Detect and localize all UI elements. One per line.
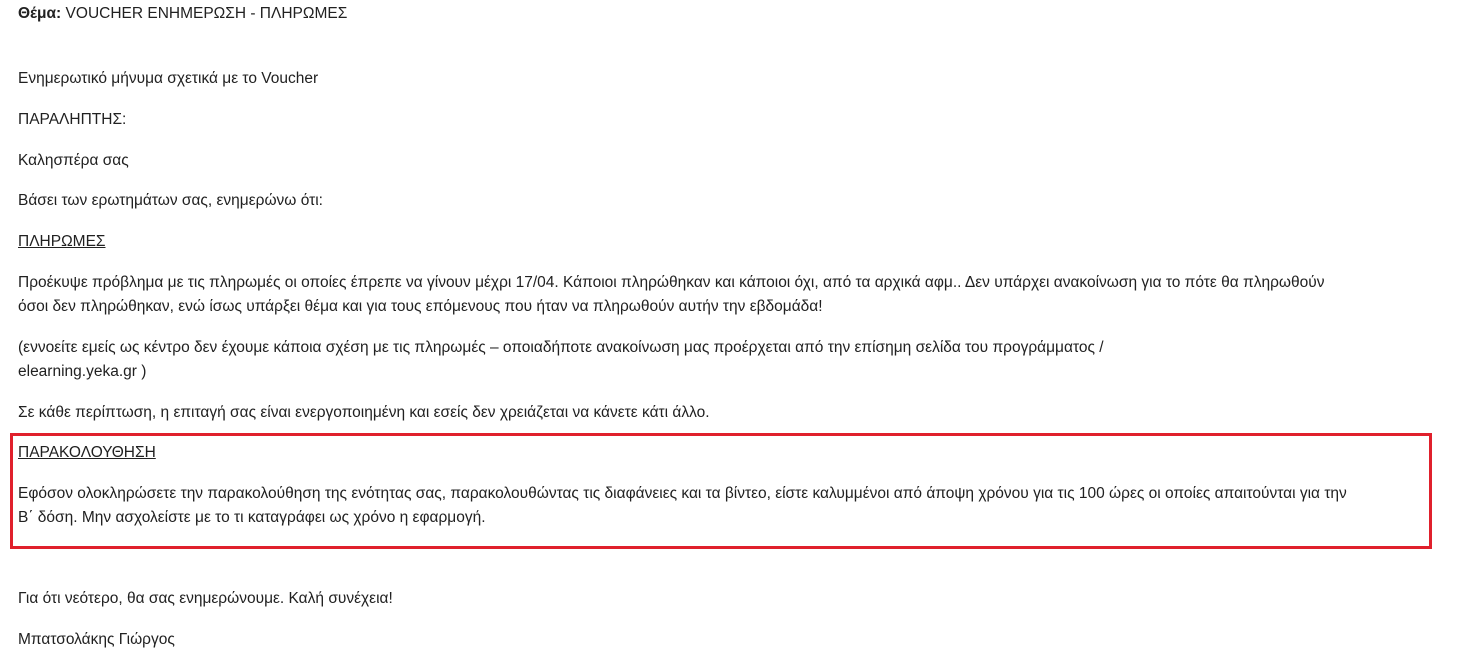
closing-text: Για ότι νεότερο, θα σας ενημερώνουμε. Καλή συνέχεια! bbox=[18, 590, 393, 607]
greeting-text: Καλησπέρα σας bbox=[18, 152, 129, 169]
note-text-line-2: elearning.yeka.gr ) bbox=[18, 363, 147, 380]
attendance-heading: ΠΑΡΑΚΟΛΟΥΘΗΣΗ bbox=[18, 444, 156, 461]
lead-text: Βάσει των ερωτημάτων σας, ενημερώνω ότι: bbox=[18, 192, 323, 209]
signature-name: Μπατσολάκης Γιώργος bbox=[18, 631, 175, 648]
recipient-label: ΠΑΡΑΛΗΠΤΗΣ: bbox=[18, 111, 127, 128]
subject-value: VOUCHER ΕΝΗΜΕΡΩΣΗ - ΠΛΗΡΩΜΕΣ bbox=[65, 5, 348, 22]
assurance-text: Σε κάθε περίπτωση, η επιταγή σας είναι ενεργοποιημένη και εσείς δεν χρειάζεται να κάνετε κάτι άλλο. bbox=[18, 404, 710, 421]
subject-line bbox=[18, 2, 347, 26]
attendance-text-line-2: Β΄ δόση. Μην ασχολείστε με το τι καταγράφει ως χρόνο η εφαρμογή. bbox=[18, 509, 486, 526]
note-text-line-1: (εννοείτε εμείς ως κέντρο δεν έχουμε κάποια σχέση με τις πληρωμές – οποιαδήποτε ανακοίνωση μας προέρχεται από την επίσημη σελίδα του προγράμματος / bbox=[18, 339, 1104, 356]
payments-text-line-1: Προέκυψε πρόβλημα με τις πληρωμές οι οποίες έπρεπε να γίνουν μέχρι 17/04. Κάποιοι πληρώθηκαν και κάποιοι όχι, από τα αρχικά αφμ.. Δεν υπάρχει ανακοίνωση για το πότε θα πληρωθούν bbox=[18, 274, 1325, 291]
subject-label: Θέμα: bbox=[18, 5, 62, 22]
intro-text: Ενημερωτικό μήνυμα σχετικά με το Voucher bbox=[18, 70, 319, 87]
payments-text-line-2: όσοι δεν πληρώθηκαν, ενώ ίσως υπάρξει θέμα και για τους επόμενους που ήταν να πληρωθούν αυτήν την εβδομάδα! bbox=[18, 298, 823, 315]
attendance-text-line-1: Εφόσον ολοκληρώσετε την παρακολούθηση της ενότητας σας, παρακολουθώντας τις διαφάνειες και τα βίντεο, είστε καλυμμένοι από άποψη χρόνου για τις 100 ώρες οι οποίες απαιτούνται για την bbox=[18, 485, 1347, 502]
payments-heading: ΠΛΗΡΩΜΕΣ bbox=[18, 233, 106, 250]
